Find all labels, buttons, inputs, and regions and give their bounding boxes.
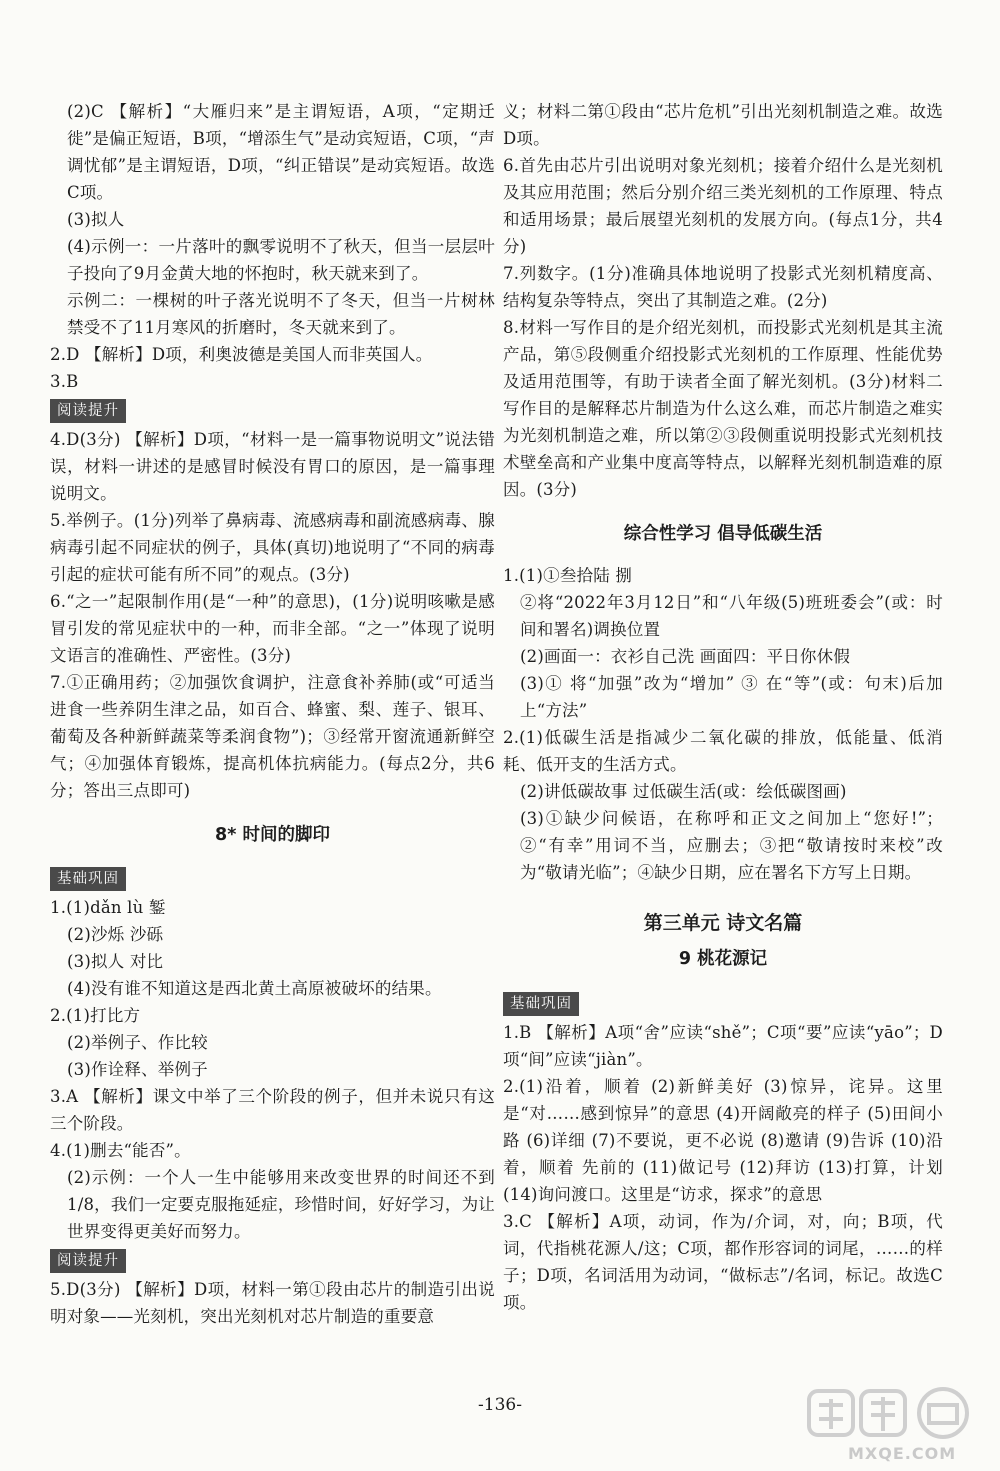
answer-paragraph: 7.列数字。(1分)准确具体地说明了投影式光刻机精度高、结构复杂等特点，突出了其制造之难。(2分) xyxy=(503,264,943,310)
section-tag-row xyxy=(503,988,943,1019)
section-heading: 第三单元 诗文名篇 xyxy=(643,912,803,934)
answer-paragraph: 义；材料二第①段由“芯片危机”引出光刻机制造之难。故选D项。 xyxy=(503,102,943,148)
answer-paragraph: 5.D(3分) 【解析】D项，材料一第①段由芯片的制造引出说明对象——光刻机，突出光刻机对芯片制造的重要意 xyxy=(50,1280,495,1326)
section-tag-row xyxy=(50,863,495,894)
answer-paragraph: 6.首先由芯片引出说明对象光刻机；接着介绍什么是光刻机及其应用范围；然后分别介绍三类光刻机的工作原理、特点和适用场景；最后展望光刻机的发展方向。(每点1分，共4分) xyxy=(503,156,943,256)
section-heading: 综合性学习 倡导低碳生活 xyxy=(623,524,823,544)
answer-paragraph: 5.举例子。(1分)列举了鼻病毒、流感病毒和副流感病毒、腺病毒引起不同症状的例子，具体(真切)地说明了“不同的病毒引起的症状可能有所不同”的观点。(3分) xyxy=(50,511,495,584)
answer-paragraph: 4.D(3分) 【解析】D项，“材料一是一篇事物说明文”说法错误，材料一讲述的是感冒时候没有胃口的原因，是一篇事理说明文。 xyxy=(50,430,495,503)
answer-paragraph: ②将“2022年3月12日”和“八年级(5)班班委会”(或：时间和署名)调换位置 xyxy=(520,593,943,639)
section-tag: 基础巩固 xyxy=(503,992,579,1016)
answer-paragraph: (3)拟人 对比 xyxy=(67,952,164,971)
answer-paragraph: 2.(1)低碳生活是指减少二氧化碳的排放，低能量、低消耗、低开支的生活方式。 xyxy=(503,728,943,774)
answer-paragraph: (3)作诠释、举例子 xyxy=(67,1060,208,1079)
answer-paragraph: (2)示例：一个人一生中能够用来改变世界的时间还不到1/8，我们一定要克服拖延症，珍惜时间，好好学习，为让世界变得更美好而努力。 xyxy=(67,1168,495,1241)
answer-paragraph: 示例二：一棵树的叶子落光说明不了冬天，但当一片树林禁受不了11月寒风的折磨时，冬天就来到了。 xyxy=(67,291,495,337)
answer-paragraph: 2.(1)打比方 xyxy=(50,1006,141,1025)
section-tag-row xyxy=(50,395,495,426)
answer-paragraph: (2)讲低碳故事 过低碳生活(或：绘低碳图画) xyxy=(520,782,847,801)
answer-paragraph: 3.C 【解析】A项，动词，作为/介词，对，向；B项，代词，代指桃花源人/这；C项，都作形容词的词尾，……的样子；D项，名词活用为动词，“做标志”/名词，标记。故选C项。 xyxy=(503,1212,943,1312)
section-heading: 9 桃花源记 xyxy=(678,949,768,969)
watermark-text: MXQE.COM xyxy=(848,1444,957,1463)
answer-paragraph: (2)画面一：衣衫自己洗 画面四：平日你休假 xyxy=(520,647,851,666)
section-heading: 8* 时间的脚印 xyxy=(215,825,330,845)
left-column xyxy=(50,98,495,1330)
answer-paragraph: 2.D 【解析】D项，利奥波德是美国人而非英国人。 xyxy=(50,345,433,364)
answer-paragraph: 1.(1)dǎn lù 錾 xyxy=(50,898,166,917)
answer-paragraph: 1.B 【解析】A项“舍”应读“shě”；C项“要”应读“yāo”；D项“间”应读“jiàn”。 xyxy=(503,1023,943,1069)
answer-paragraph: 2.(1)沿着，顺着 (2)新鲜美好 (3)惊异，诧异。这里是“对……感到惊异”的意思 (4)开阔敞亮的样子 (5)田间小路 (6)详细 (7)不要说，更不必说 (8)邀请 (9)告诉 (10)沿着，顺着 先前的 (11)做记号 (12)拜访 (13)打算，计划 (14)询问渡口。这里是“访求，探求”的意思 xyxy=(503,1077,943,1204)
answer-paragraph: 3.B xyxy=(50,372,79,391)
answer-paragraph: (3)①缺少问候语，在称呼和正文之间加上“您好!”；②“有幸”用词不当，应删去；③把“敬请按时来校”改为“敬请光临”；④缺少日期，应在署名下方写上日期。 xyxy=(520,809,943,882)
section-tag-row xyxy=(50,1245,495,1276)
section-tag: 阅读提升 xyxy=(50,399,126,423)
answer-paragraph: 8.材料一写作目的是介绍光刻机，而投影式光刻机是其主流产品，第⑤段侧重介绍投影式光刻机的工作原理、性能优势及适用范围等，有助于读者全面了解光刻机。(3分)材料二写作目的是解释芯片制造为什么这么难，而芯片制造之难实为光刻机制造之难，所以第②③段侧重说明投影式光刻机技术壁垒高和产业集中度高等特点，以解释光刻机制造难的原因。(3分) xyxy=(503,318,943,499)
answer-paragraph: 1.(1)①叁拾陆 捌 xyxy=(503,566,633,585)
answer-paragraph: 4.(1)删去“能否”。 xyxy=(50,1141,191,1160)
section-tag: 阅读提升 xyxy=(50,1249,126,1273)
answer-paragraph: (3)拟人 xyxy=(67,210,125,229)
answer-paragraph: (2)C 【解析】“大雁归来”是主谓短语，A项，“定期迁徙”是偏正短语，B项，“增添生气”是动宾短语，C项，“声调忧郁”是主谓短语，D项，“纠正错误”是动宾短语。故选C项。 xyxy=(67,102,495,202)
answer-paragraph: 3.A 【解析】课文中举了三个阶段的例子，但并未说只有这三个阶段。 xyxy=(50,1087,495,1133)
section-tag: 基础巩固 xyxy=(50,867,126,891)
answer-paragraph: (4)没有谁不知道这是西北黄土高原被破坏的结果。 xyxy=(67,979,442,998)
right-column xyxy=(503,98,943,1316)
answer-paragraph: (3)① 将“加强”改为“增加” ③ 在“等”(或：句末)后加上“方法” xyxy=(520,674,943,720)
answer-paragraph: 7.①正确用药；②加强饮食调护，注意食补养肺(或“可适当进食一些养阴生津之品，如百合、蜂蜜、梨、莲子、银耳、葡萄及各种新鲜蔬菜等柔润食物”)；③经常开窗流通新鲜空气；④加强体育锻炼，提高机体抗病能力。(每点2分，共6分；答出三点即可) xyxy=(50,673,495,800)
answer-paragraph: (4)示例一：一片落叶的飘零说明不了秋天，但当一层层叶子投向了9月金黄大地的怀抱时，秋天就来到了。 xyxy=(67,237,495,283)
answer-paragraph: (2)沙烁 沙砾 xyxy=(67,925,164,944)
page-number: -136- xyxy=(478,1395,522,1415)
answer-paragraph: (2)举例子、作比较 xyxy=(67,1033,208,1052)
answer-paragraph: 6.“之一”起限制作用(是“一种”的意思)，(1分)说明咳嗽是感冒引发的常见症状中的一种，而非全部。“之一”体现了说明文语言的准确性、严密性。(3分) xyxy=(50,592,495,665)
